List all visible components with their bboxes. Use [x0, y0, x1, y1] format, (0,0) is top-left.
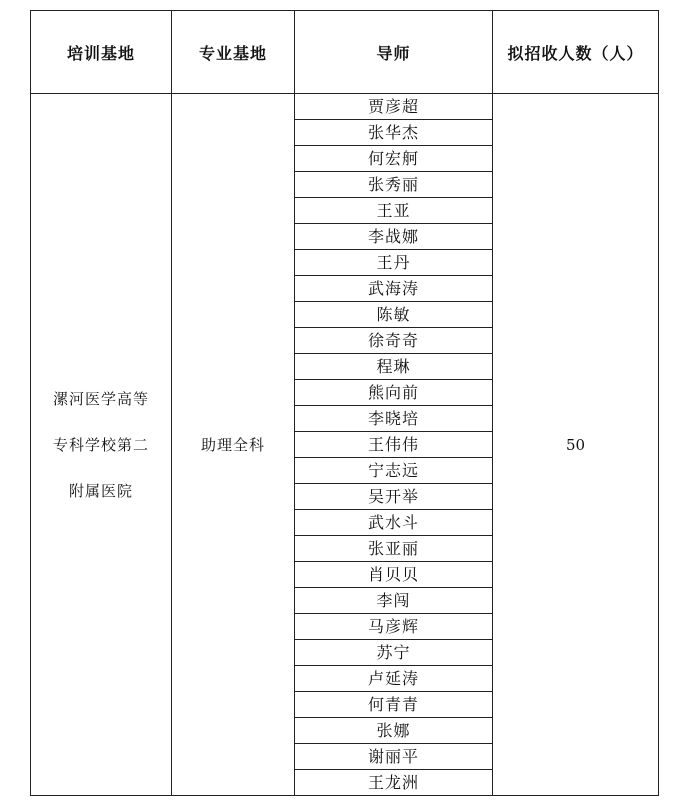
header-specialty-base: 专业基地: [172, 11, 295, 94]
mentor-name-cell: 王龙洲: [295, 770, 493, 796]
header-training-base: 培训基地: [31, 11, 172, 94]
mentor-name-cell: 陈敏: [295, 302, 493, 328]
table-row: [31, 94, 659, 120]
mentor-name-cell: 程琳: [295, 354, 493, 380]
mentor-name-cell: 徐奇奇: [295, 328, 493, 354]
mentor-name-cell: 张亚丽: [295, 536, 493, 562]
header-mentor: 导师: [295, 11, 493, 94]
specialty-base-cell: 助理全科: [172, 94, 295, 796]
mentor-name-cell: 何宏舸: [295, 146, 493, 172]
recruitment-table-container: [30, 10, 658, 796]
mentor-name-cell: 王伟伟: [295, 432, 493, 458]
header-quota: 拟招收人数（人）: [493, 11, 659, 94]
mentor-name-cell: 张华杰: [295, 120, 493, 146]
mentor-name-cell: 李闯: [295, 588, 493, 614]
mentor-name-cell: 苏宁: [295, 640, 493, 666]
mentor-name-cell: 李战娜: [295, 224, 493, 250]
mentor-name-cell: 谢丽平: [295, 744, 493, 770]
mentor-name-cell: 何青青: [295, 692, 493, 718]
mentor-name-cell: 张娜: [295, 718, 493, 744]
mentor-name-cell: 熊向前: [295, 380, 493, 406]
recruitment-table: [30, 10, 659, 796]
mentor-name-cell: 张秀丽: [295, 172, 493, 198]
header-row: [31, 11, 659, 94]
mentor-name-cell: 卢延涛: [295, 666, 493, 692]
mentor-name-cell: 武海涛: [295, 276, 493, 302]
mentor-name-cell: 贾彦超: [295, 94, 493, 120]
mentor-name-cell: 肖贝贝: [295, 562, 493, 588]
mentor-name-cell: 王丹: [295, 250, 493, 276]
mentor-name-cell: 李晓培: [295, 406, 493, 432]
mentor-name-cell: 马彦辉: [295, 614, 493, 640]
quota-cell: 50: [493, 94, 659, 796]
mentor-name-cell: 武水斗: [295, 510, 493, 536]
table-body: [31, 94, 659, 796]
mentor-name-cell: 宁志远: [295, 458, 493, 484]
mentor-name-cell: 吴开举: [295, 484, 493, 510]
training-base-cell: 漯河医学高等专科学校第二附属医院: [31, 94, 172, 796]
mentor-name-cell: 王亚: [295, 198, 493, 224]
